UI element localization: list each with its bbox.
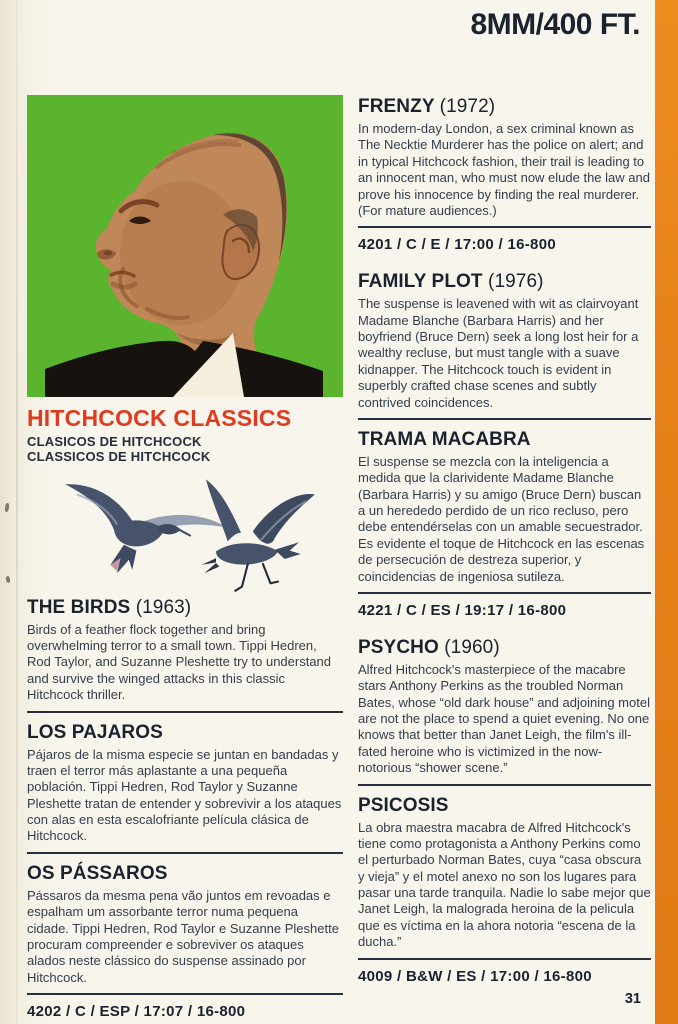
film-title-text: PSYCHO — [358, 636, 439, 658]
section-divider — [358, 784, 651, 786]
section-divider — [358, 958, 651, 960]
film-description: The suspense is leavened with wit as clairvoyant Madame Blanche (Barbara Harris) and her boyfriend (Bruce Dern) seek a long lost heir for a wealthy recluse, but must tangle with a suave kidnapper. The Hitchcock touch is evident in superbly crafted chase scenes and subtly contrived coincidences. — [358, 296, 639, 410]
film-title-text: PSICOSIS — [358, 794, 449, 816]
film-title-family-plot — [358, 271, 651, 293]
section-divider — [358, 592, 651, 594]
catalog-code-family-plot: 4221 / C / ES / 19:17 / 16-800 — [358, 601, 567, 619]
film-description: Alfred Hitchcock's masterpiece of the macabre stars Anthony Perkins as the troubled Norman Bates, whose “old dark house” and adjoining motel are not the place to spend a quiet evening. No one knows that better than Janet Leigh, the film's ill-fated heroine who is victimized in the now-notorious “shower scene.” — [358, 661, 650, 776]
film-group-frenzy — [358, 96, 651, 253]
category-subtitle-spanish: CLASICOS DE HITCHCOCK — [27, 434, 202, 449]
film-description: Pájaros de la misma especie se juntan en bandadas y traen el terror más aplastante a una pequeña población. Tippi Hedren, Rod Taylor y Suzanne Pleshette tratan de entender y sobrevivir a los ataques con alas en esta escalofriante película clásica de Hitchcock. — [27, 746, 342, 844]
print-speck — [4, 503, 9, 512]
category-title: HITCHCOCK CLASSICS — [27, 405, 292, 431]
film-description: El suspense se mezcla con la inteligencia a medida que la clarividente Madame Blanche (Barbara Harris) y su amigo (Bruce Dern) buscan a un herededo perdido de un rico recluso, pero debe entendérselas con un amable secuestrador. Es evidente el toque de Hitchcock en las escenas de persecución de destreza superior, y coincidencias de ingeniosa sutileza. — [358, 453, 645, 584]
film-format-header: 8MM/400 FT. — [470, 8, 640, 41]
seagulls-drawing — [27, 471, 343, 595]
catalog-code-psycho: 4009 / B&W / ES / 17:00 / 16-800 — [358, 967, 592, 985]
section-divider — [27, 711, 343, 713]
section-divider — [27, 852, 343, 854]
catalog-code-the-birds: 4202 / C / ESP / 17:07 / 16-800 — [27, 1003, 246, 1021]
film-description: In modern-day London, a sex criminal known as The Necktie Murderer has the police on alert; and in typical Hitchcock fashion, their trail is leading to an innocent man, who must now elude the law and prove his innocence by finding the real murderer. (For mature audiences.) — [358, 121, 650, 218]
print-speck — [5, 576, 10, 584]
catalog-code-frenzy: 4201 / C / E / 17:00 / 16-800 — [358, 236, 556, 254]
film-title-text: TRAMA MACABRA — [358, 428, 531, 450]
film-description: Pássaros da mesma pena vão juntos em revoadas e espalham um assorbante terror numa pequena cidade. Tippi Hedren, Rod Taylor e Suzanne Pleshette procuram compreender e sobreviver os ataques alados neste clássico do suspense assinado por Hitchcock. — [27, 887, 339, 985]
hitchcock-portrait-image — [27, 95, 343, 397]
film-title-psycho — [358, 637, 651, 659]
film-year: (1976) — [488, 271, 544, 293]
film-title-frenzy — [358, 96, 651, 118]
left-column — [27, 95, 343, 1020]
film-description: La obra maestra macabra de Alfred Hitchcock's tiene como protagonista a Anthony Perkins como el perturbado Norman Bates, cuya “casa obscura y vieja” y el motel anexo no son los lugares para pasar una tarde tranquila. Nadie lo sabe mejor que Janet Leigh, la malograda heroina de la pelicula que es víctima en la ahora notoria “escena de la ducha.” — [358, 819, 651, 950]
page-number: 31 — [624, 991, 641, 1007]
film-title-text: LOS PAJAROS — [27, 721, 163, 743]
film-title-os-passaros — [27, 863, 343, 885]
film-description: Birds of a feather flock together and bring overwhelming terror to a small town. Tippi Hedren, Rod Taylor, and Suzanne Pleshette try to understand and survive the winged attacks in this classic Hitchcock thriller. — [27, 621, 332, 703]
section-divider — [27, 993, 343, 995]
film-title-text: FRENZY — [358, 96, 435, 117]
orange-edge-strip — [655, 0, 678, 1024]
film-title-psicosis — [358, 795, 651, 817]
film-year: (1972) — [439, 96, 496, 117]
film-title-text: OS PÁSSAROS — [27, 862, 168, 884]
film-title-text: THE BIRDS — [27, 596, 131, 618]
birds-illustration — [27, 471, 343, 595]
film-title-trama-macabra — [358, 429, 651, 451]
film-year: (1963) — [135, 596, 192, 618]
film-title-los-pajaros — [27, 722, 343, 744]
film-year: (1960) — [444, 636, 500, 658]
hitchcock-portrait-illustration — [27, 95, 343, 397]
section-divider — [358, 418, 651, 420]
category-subtitle-portuguese: CLASSICOS DE HITCHCOCK — [27, 449, 211, 465]
film-group-family-plot — [358, 271, 651, 619]
film-title-the-birds — [27, 597, 343, 619]
right-column — [358, 96, 651, 985]
page-crease — [16, 0, 18, 1024]
section-divider — [358, 226, 651, 228]
film-group-psycho — [358, 637, 651, 985]
film-title-text: FAMILY PLOT — [358, 271, 483, 293]
